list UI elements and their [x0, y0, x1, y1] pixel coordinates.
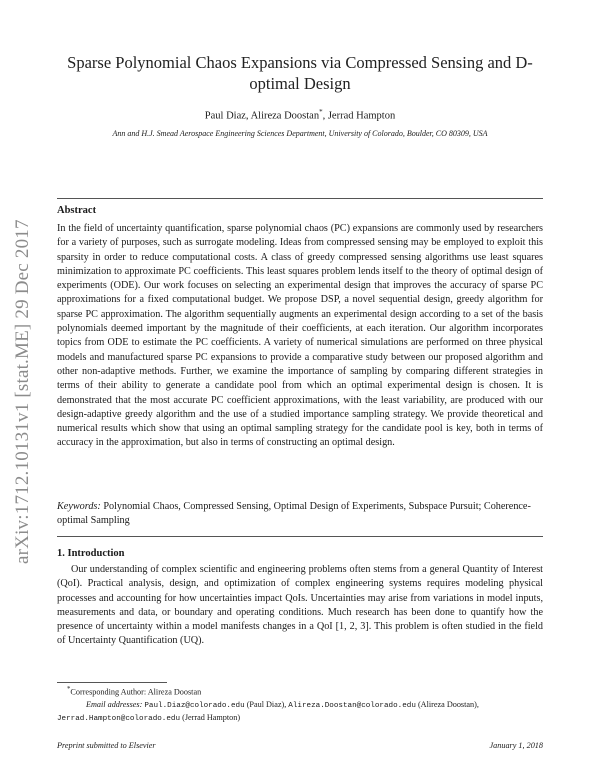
- abstract-text: In the field of uncertainty quantification, sparse polynomial chaos (PC) expansions are commonly used by researchers for a variety of purposes, such as surrogate modeling. Ideas from compressed sensing may be employed to exploit this sparsity in order to reduce computational costs. A class of greedy compressed sensing algorithms use least squares minimization to approximate PC coefficients. This least squares problem lends itself to the theory of optimal design of experiments (ODE). Our work focuses on selecting an experimental design that improves the accuracy of sparse PC approximations for a fixed computational budget. We propose DSP, a novel sequential design, greedy algorithm for sparse PC approximation. The algorithm sequentially augments an experimental design according to a set of the basis polynomials deemed important by the magnitude of their coefficients, at each iteration. Our algorithm incorporates topics from ODE to estimate the PC coefficients. A variety of numerical simulations are performed on three physical models and manufactured sparse PC expansions to provide a comparative study between our proposed algorithm and other non-adaptive methods. Further, we examine the importance of sampling by comparing different strategies in terms of their ability to generate a candidate pool from which an optimal experimental design is chosen. It is demonstrated that the most accurate PC coefficient approximations, with the least variability, are produced with our design-adaptive greedy algorithm and the use of a studied importance sampling strategy. We provide theoretical and numerical results which show that using an optimal sampling strategy for the candidate pool is key, both in terms of accuracy in the approximation, but also in terms of constructing an optimal design.: [57, 223, 543, 449]
- footnote-mark: *: [67, 686, 71, 693]
- arxiv-stamp: [10, 182, 36, 564]
- abstract-heading: Abstract: [57, 205, 97, 216]
- email-owner-hampton: (Jerrad Hampton): [180, 713, 241, 723]
- email-link-doostan[interactable]: Alireza.Doostan@colorado.edu: [288, 701, 416, 710]
- corresponding-mark: *: [319, 108, 323, 116]
- affiliation: Ann and H.J. Smead Aerospace Engineering Sciences Department, University of Colorado, Boulder, CO 80309, USA: [112, 129, 488, 138]
- email-owner-diaz: (Paul Diaz),: [244, 699, 289, 709]
- keywords-label: Keywords:: [57, 501, 101, 512]
- email-label: Email addresses:: [86, 699, 143, 709]
- preprint-date: January 1, 2018: [489, 741, 543, 750]
- introduction-text: Our understanding of complex scientific and engineering problems often stems from a general Quantity of Interest (QoI). Practical analysis, design, and optimization of complex engineering systems requires modeling physical processes and accounting for how uncertainties impact QoIs. Uncertainties may arise from variations in model inputs, measurements and data, or boundary and operating conditions. Much research has been done to quantify how the presence of uncertainty within a model manifests changes in a QoI [1, 2, 3]. This problem is often studied in the field of Uncertainty Quantification (UQ).: [57, 564, 543, 647]
- author-list: [60, 108, 540, 122]
- keywords: [57, 500, 543, 529]
- footnote-corresponding: [57, 684, 543, 699]
- keywords-text: Polynomial Chaos, Compressed Sensing, Optimal Design of Experiments, Subspace Pursuit; Coherence-optimal Sampling: [57, 501, 531, 527]
- email-link-hampton[interactable]: Jerrad.Hampton@colorado.edu: [57, 715, 181, 724]
- email-owner-doostan: (Alireza Doostan),: [415, 699, 479, 709]
- email-link-diaz[interactable]: Paul.Diaz@colorado.edu: [144, 701, 245, 710]
- corresponding-author-text: Corresponding Author: Alireza Doostan: [70, 687, 202, 697]
- abstract-top-rule: [57, 198, 543, 199]
- abstract-bottom-rule: [57, 536, 543, 537]
- footnote-emails: [57, 699, 543, 727]
- footnote: [57, 684, 543, 726]
- author-names: Paul Diaz, Alireza Doostan: [204, 110, 320, 122]
- arxiv-stamp-text: arXiv:1712.10131v1 [stat.ME] 29 Dec 2017: [12, 219, 33, 564]
- footnote-rule: [57, 682, 167, 683]
- preprint-note: Preprint submitted to Elsevier: [57, 741, 156, 750]
- author-names-rest: , Jerrad Hampton: [322, 110, 396, 122]
- paper-title: Sparse Polynomial Chaos Expansions via Compressed Sensing and D-optimal Design: [67, 53, 533, 93]
- introduction-heading: 1. Introduction: [57, 548, 125, 559]
